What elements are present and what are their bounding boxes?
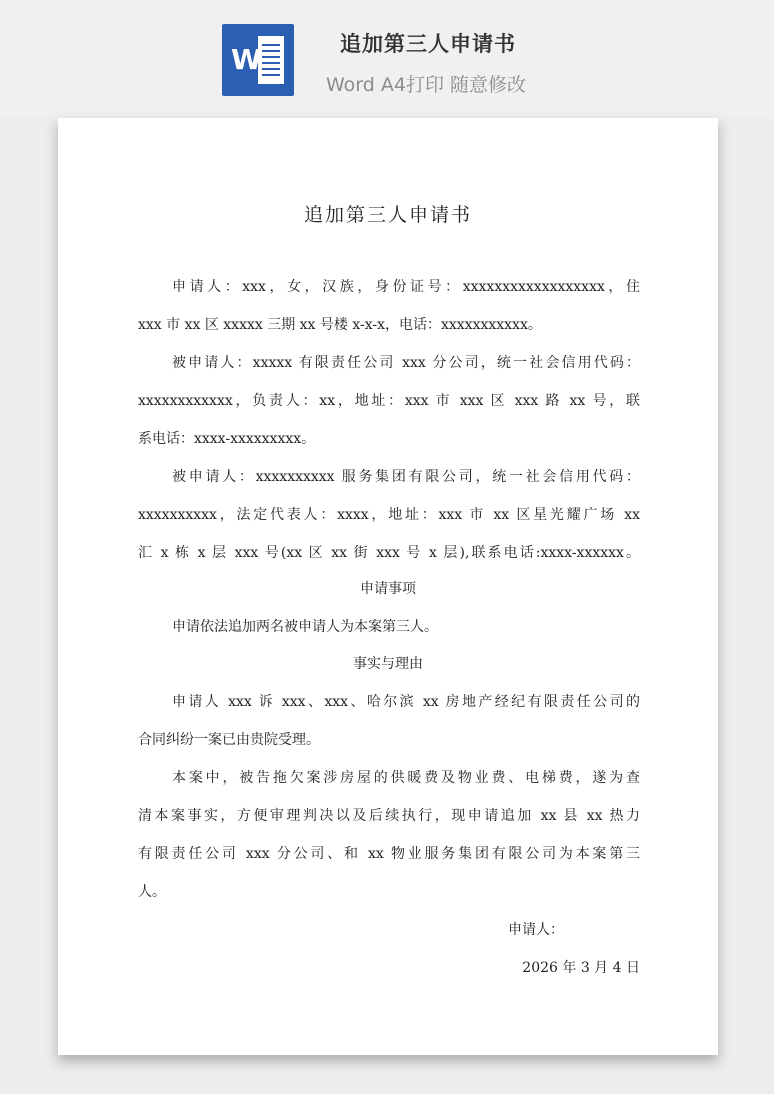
document-title: 追加第三人申请书 — [303, 204, 472, 226]
header-title: 追加第三人申请书 — [340, 32, 516, 56]
paragraph-line: 人。 — [138, 884, 166, 900]
paragraph-line: 有限责任公司 xxx 分公司、和 xx 物业服务集团有限公司为本案第三 — [138, 846, 640, 862]
paragraph-line: xxxxxxxxxxxx，负责人：xx，地址：xxx 市 xxx 区 xxx 路 xx 号，联 — [138, 393, 640, 409]
paragraph-line: 申请人：xxx，女，汉族，身份证号：xxxxxxxxxxxxxxxxxx，住 — [172, 279, 640, 295]
signature-label: 申请人： — [508, 922, 564, 938]
paragraph-line: 合同纠纷一案已由贵院受理。 — [138, 732, 320, 748]
header-banner — [0, 0, 774, 118]
paragraph-line: 被申请人：xxxxxxxxxx 服务集团有限公司，统一社会信用代码： — [172, 469, 640, 485]
word-icon-letter: W — [231, 43, 262, 76]
word-icon — [222, 24, 294, 96]
paragraph-line: 汇 x 栋 x 层 xxx 号(xx 区 xx 街 xxx 号 x 层),联系电话:xxxx-xxxxxx。 — [138, 545, 640, 561]
paragraph-line: 被申请人：xxxxx 有限责任公司 xxx 分公司，统一社会信用代码： — [172, 355, 640, 371]
document-date: 2026 年 3 月 4 日 — [522, 960, 640, 976]
paragraph-line: 申请依法追加两名被申请人为本案第三人。 — [172, 619, 438, 635]
section-heading-facts: 事实与理由 — [353, 656, 423, 672]
paragraph-line: xxxxxxxxxx，法定代表人：xxxx，地址：xxx 市 xx 区星光耀广场 xx — [138, 507, 640, 523]
section-heading-request: 申请事项 — [360, 581, 416, 597]
paragraph-line: 本案中，被告拖欠案涉房屋的供暖费及物业费、电梯费，遂为查 — [172, 770, 640, 786]
paragraph-line: 系电话：xxxx-xxxxxxxxx。 — [138, 431, 316, 447]
paragraph-line: xxx 市 xx 区 xxxxx 三期 xx 号楼 x-x-x，电话：xxxxxxxxxxx。 — [138, 317, 542, 333]
paragraph-line: 申请人 xxx 诉 xxx、xxx、哈尔滨 xx 房地产经纪有限责任公司的 — [172, 694, 640, 710]
header-subtitle: Word A4打印 随意修改 — [326, 74, 527, 96]
document-page — [58, 118, 718, 1055]
paragraph-line: 清本案事实，方便审理判决以及后续执行，现申请追加 xx 县 xx 热力 — [138, 808, 640, 824]
